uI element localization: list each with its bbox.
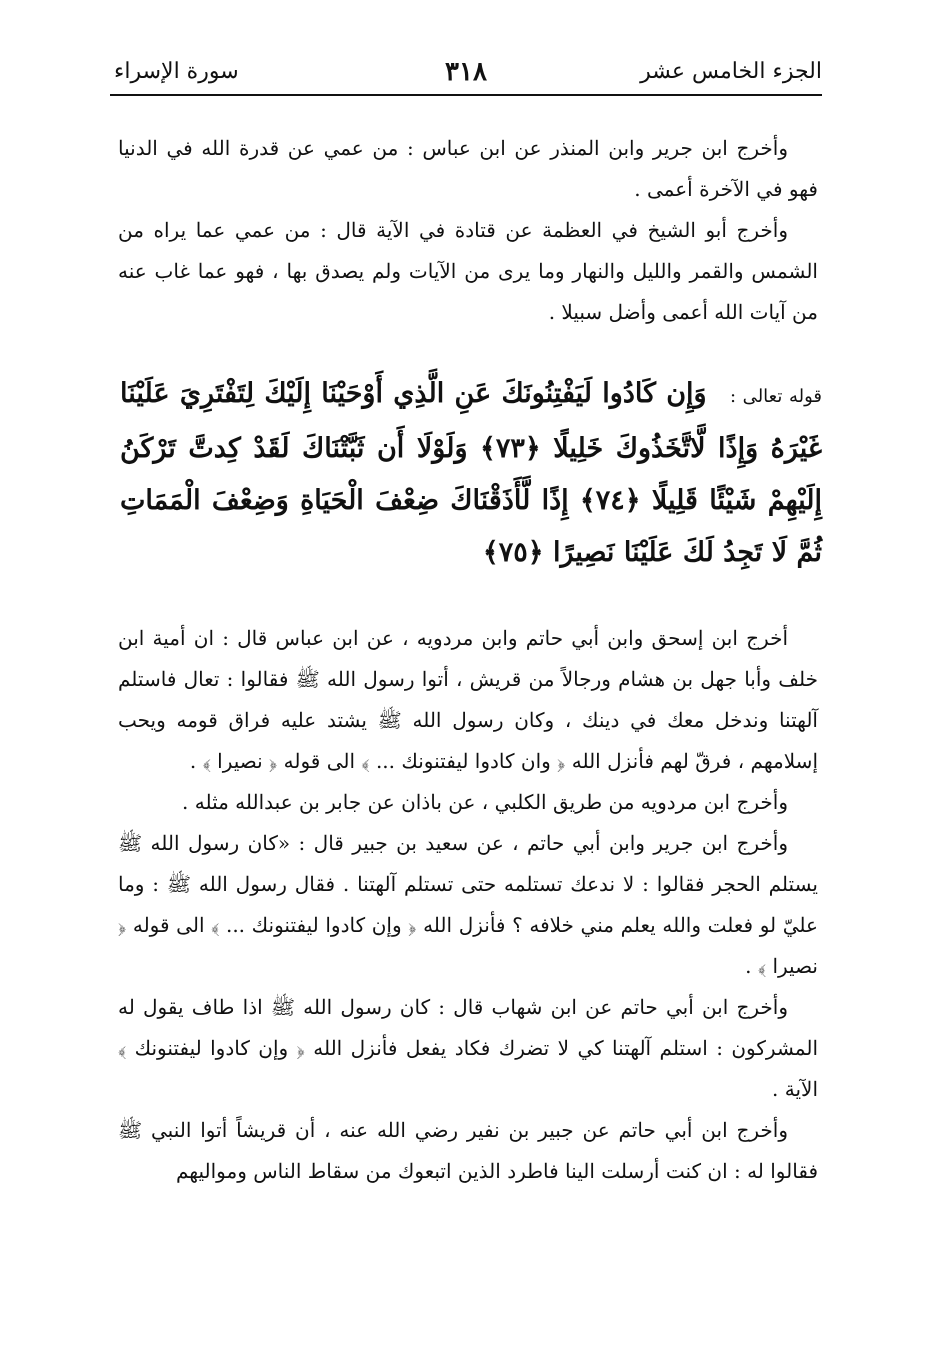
paragraph: أخرج ابن إسحق وابن أبي حاتم وابن مردويه ، عن ابن عباس قال : ان أمية ابن خلف وأبا جهل بن هشام ورجالاً من قريش ، أتوا رسول الله ﷺ فقالوا : تعال فاستلم آلهتنا وندخل معك في دينك ، وكان رسول الله ﷺ يشتد عليه فراق قومه ويحب إسلامهم ، فرقّ لهم فأنزل الله ﴿ وان كادوا ليفتنونك ... ﴾ الى قوله ﴿ نصيرا ﴾ . — [118, 626, 818, 773]
surah-label: سورة الإسراء — [114, 59, 239, 84]
page-number: ٣١٨ — [445, 57, 487, 87]
paragraph: وأخرج أبو الشيخ في العظمة عن قتادة في الآية قال : من عمي عما يراه من الشمس والقمر والليل والنهار وما يرى من الآيات ولم يصدق بها ، فهو عما غاب عنه من آيات الله أعمى وأضل سبيلا . — [118, 218, 818, 324]
paragraph: وأخرج ابن مردويه من طريق الكلبي ، عن باذان عن جابر بن عبدالله مثله . — [182, 790, 788, 814]
top-text — [118, 128, 818, 333]
running-header — [110, 52, 822, 92]
paragraph: وأخرج ابن أبي حاتم عن جبير بن نفير رضي الله عنه ، أن قريشاً أتوا النبي ﷺ فقالوا له : ان كنت أرسلت الينا فاطرد الذين اتبعوك من سقاط الناس ومواليهم — [118, 1118, 818, 1183]
bottom-text — [118, 618, 818, 1192]
header-rule — [110, 94, 822, 96]
paragraph: وأخرج ابن جرير وابن أبي حاتم ، عن سعيد بن جبير قال : «كان رسول الله ﷺ يستلم الحجر فقالوا : لا ندعك تستلمه حتى تستلم آلهتنا . فقال رسول الله ﷺ : وما عليّ لو فعلت والله يعلم مني خلافه ؟ فأنزل الله ﴿ وإن كادوا ليفتنونك ... ﴾ الى قوله ﴿ نصيرا ﴾ . — [118, 831, 818, 978]
juz-label: الجزء الخامس عشر — [640, 59, 822, 84]
paragraph: وأخرج ابن أبي حاتم عن ابن شهاب قال : كان رسول الله ﷺ اذا طاف يقول له المشركون : استلم آلهتنا كي لا تضرك فكاد يفعل فأنزل الله ﴿ وإن كادوا ليفتنونك ﴾ الآية . — [118, 995, 818, 1101]
verse-text: وَإِن كَادُوا لَيَفْتِنُونَكَ عَنِ الَّذِي أَوْحَيْنَا إِلَيْكَ لِتَفْتَرِيَ عَلَيْنَا غَيْرَهُ وَإِذًا لَّاتَّخَذُوكَ خَلِيلًا ﴿٧٣﴾ وَلَوْلَا أَن ثَبَّتْنَاكَ لَقَدْ كِدتَّ تَرْكَنُ إِلَيْهِمْ شَيْئًا قَلِيلًا ﴿٧٤﴾ إِذًا لَّأَذَقْنَاكَ ضِعْفَ الْحَيَاةِ وَضِعْفَ الْمَمَاتِ ثُمَّ لَا تَجِدُ لَكَ عَلَيْنَا نَصِيرًا ﴿٧٥﴾ — [120, 378, 822, 568]
verse-intro: قوله تعالى : — [730, 386, 822, 407]
paragraph: وأخرج ابن جرير وابن المنذر عن ابن عباس : من عمي عن قدرة الله في الدنيا فهو في الآخرة أعمى . — [118, 136, 818, 201]
quran-verse-block — [120, 368, 822, 579]
